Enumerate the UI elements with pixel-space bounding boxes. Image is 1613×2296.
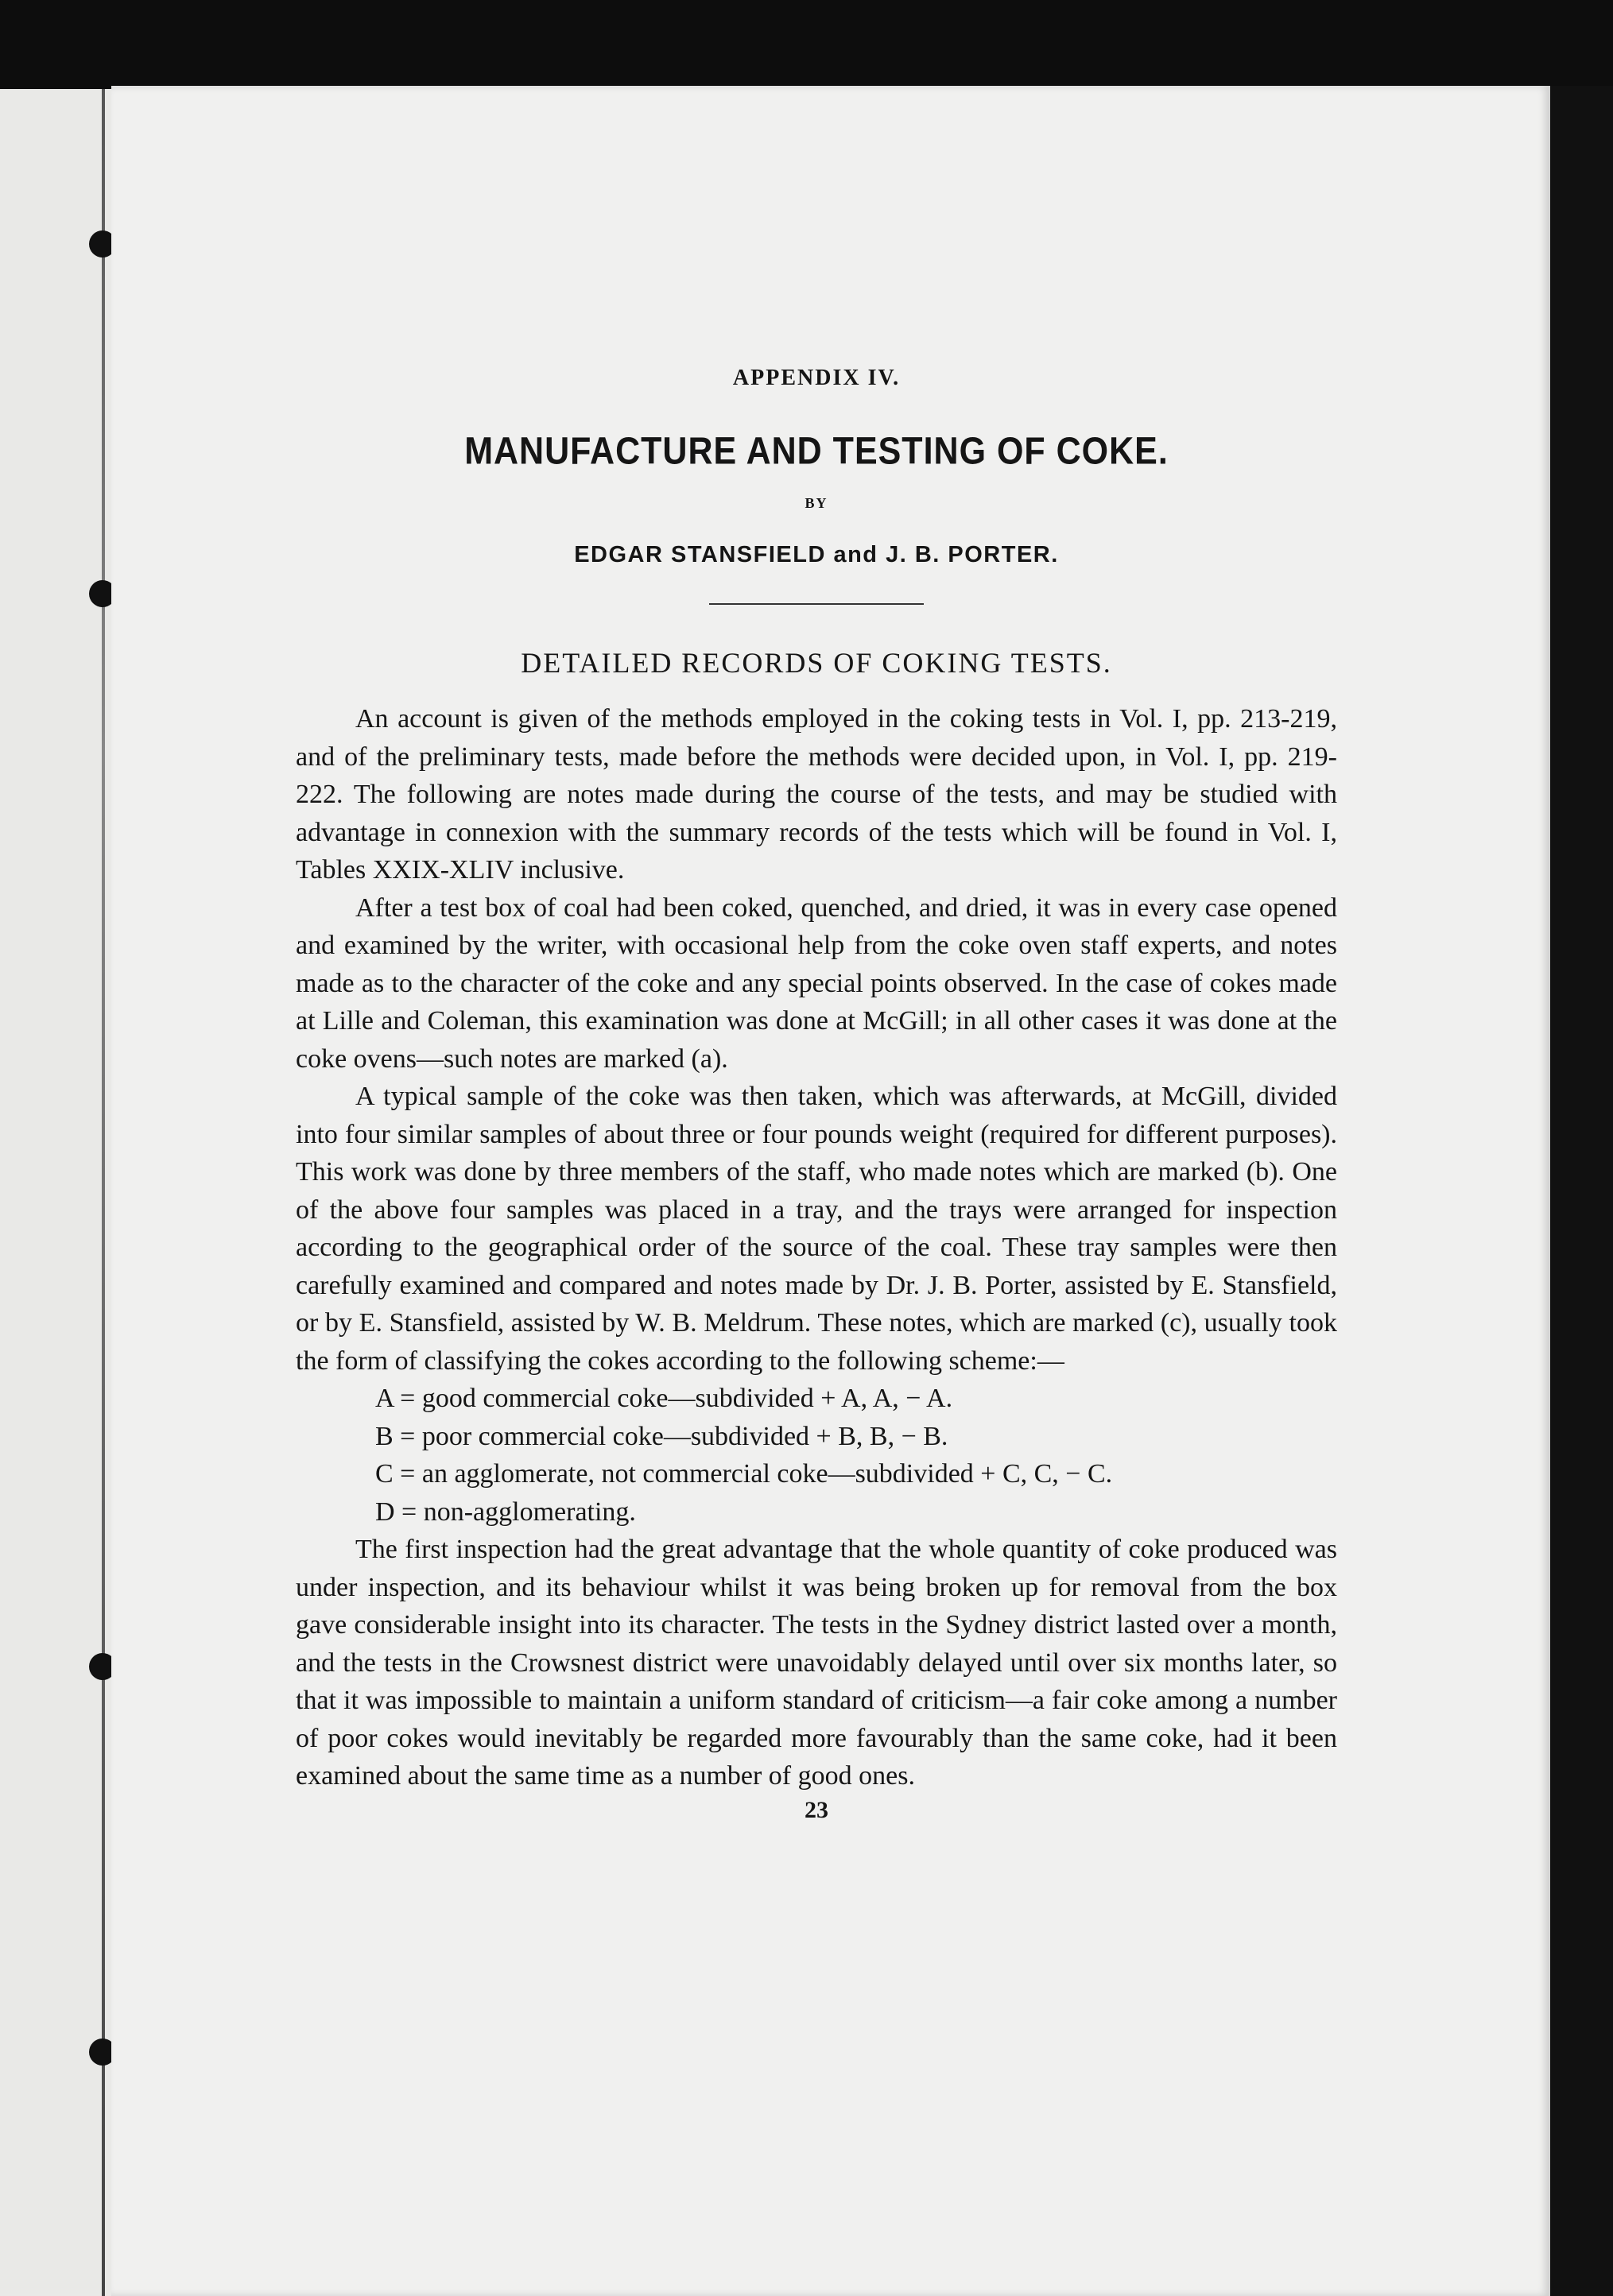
page-number: 23 bbox=[805, 1796, 828, 1823]
section-heading: DETAILED RECORDS OF COKING TESTS. bbox=[521, 647, 1112, 679]
paragraph: A typical sample of the coke was then taken, which was afterwards, at McGill, divided into four similar samples of about three or four pounds weight (required for different purposes). This work was done by three members of the staff, who made notes which are marked (b). One of the above four samples was placed in a tray, and the trays were arranged for inspection according to the geographical order of the source of the coal. These tray samples were then carefully examined and compared and notes made by Dr. J. B. Porter, assisted by E. Stansfield, or by E. Stansfield, assisted by W. B. Meldrum. These notes, which are marked (c), usually took the form of classifying the cokes according to the following scheme:— bbox=[296, 1082, 1337, 1376]
left-binding-margin bbox=[0, 89, 111, 2296]
by-label: BY bbox=[805, 495, 828, 511]
paragraph: After a test box of coal had been coked, quenched, and dried, it was in every case opened and examined by the writer, with occasional help from the coke oven staff experts, and notes made as to the character of the coke and any special points observed. In the case of cokes made at Lille and Coleman, this examination was done at McGill; in all other cases it was done at the coke ovens—such notes are marked (a). bbox=[296, 892, 1337, 1074]
scan-right-border bbox=[1550, 86, 1613, 2296]
scheme-item: B = poor commercial coke—subdivided + B, B, − B. bbox=[375, 1421, 948, 1451]
scheme-item: A = good commercial coke—subdivided + A, A, − A. bbox=[375, 1384, 953, 1413]
scheme-item: D = non-agglomerating. bbox=[375, 1496, 636, 1527]
scan-top-border bbox=[0, 0, 1613, 89]
authors: EDGAR STANSFIELD and J. B. PORTER. bbox=[574, 542, 1059, 567]
divider bbox=[709, 603, 924, 605]
paragraph: The first inspection had the great advantage that the whole quantity of coke produced was under inspection, and its behaviour whilst it was being broken up for removal from the box gave considerable insight into its character. The tests in the Sydney district lasted over a month, and the tests in the Crowsnest district were unavoidably delayed until over six months later, so that it was impossible to maintain a uniform standard of criticism—a fair coke among a number of poor cokes would inevitably be regarded more favourably than the same coke, had it been examined about the same time as a number of good ones. bbox=[296, 1535, 1337, 1791]
page-content bbox=[296, 366, 1337, 1824]
appendix-label: APPENDIX IV. bbox=[732, 366, 901, 390]
paragraph: An account is given of the methods employed in the coking tests in Vol. I, pp. 213-219, and of the preliminary tests, made before the methods were decided upon, in Vol. I, pp. 219-222. The following are notes made during the course of the tests, and may be studied with advantage in connexion with the summary records of the tests which will be found in Vol. I, Tables XXIX-XLIV inclusive. bbox=[296, 704, 1337, 885]
binding-edge bbox=[102, 89, 105, 2296]
document-title: MANUFACTURE AND TESTING OF COKE. bbox=[464, 430, 1169, 473]
classification-scheme bbox=[296, 1380, 1337, 1531]
scheme-item: C = an agglomerate, not commercial coke—subdivided + C, C, − C. bbox=[375, 1459, 1113, 1489]
